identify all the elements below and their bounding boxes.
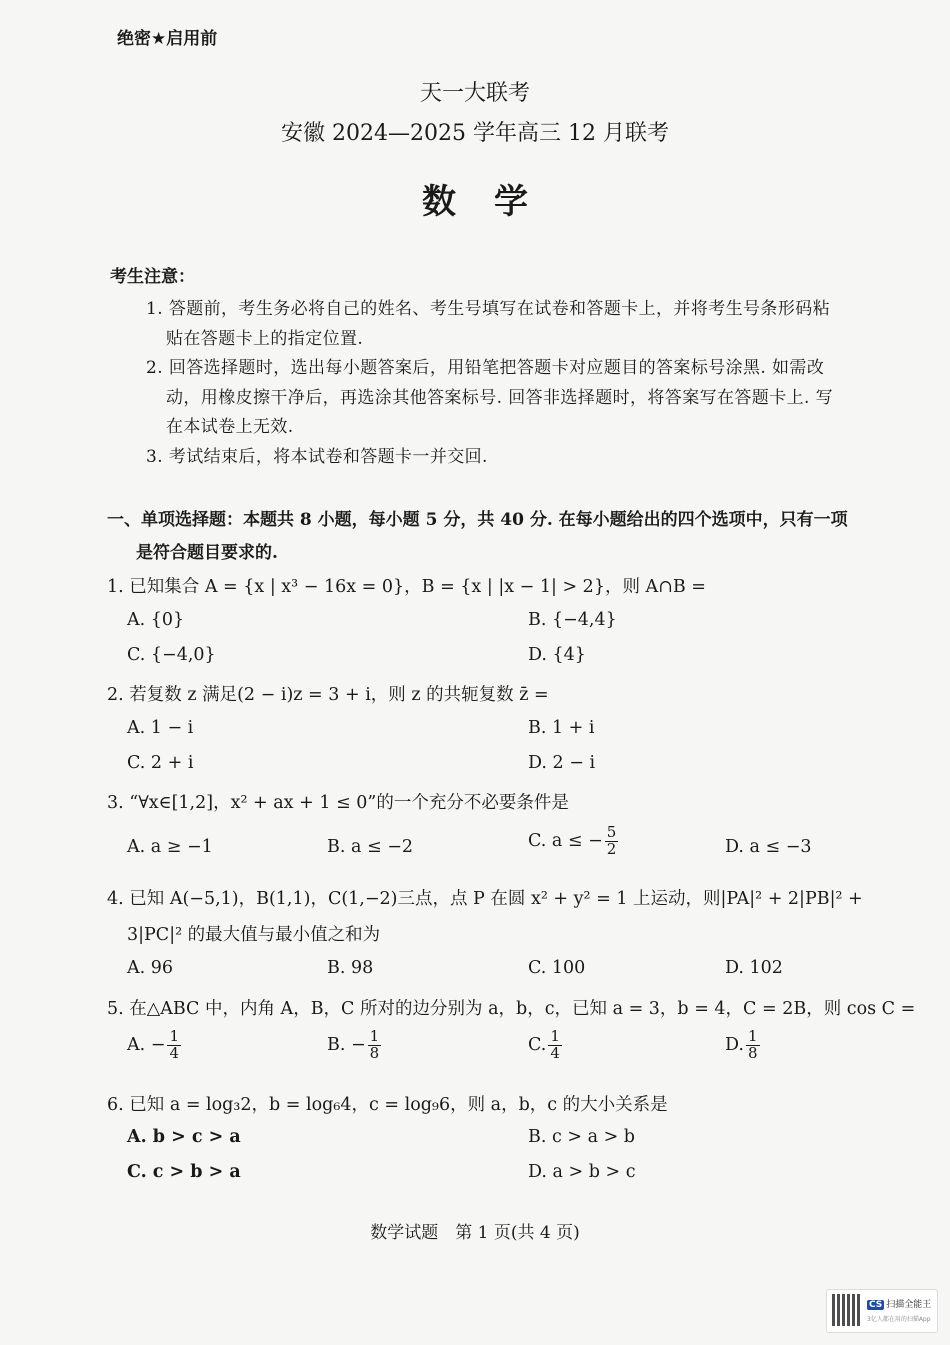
subject-title: 数学 [422, 182, 566, 222]
question-4-stem-line2: 3|PC|² 的最大值与最小值之和为 [127, 925, 381, 945]
q6-option-a: A. b > c > a [127, 1127, 241, 1147]
cs-logo-icon: CS [869, 1300, 883, 1310]
q4-option-d: D. 102 [725, 958, 783, 978]
fraction-numerator: 1 [550, 1027, 560, 1045]
q1-option-a: A. {0} [127, 610, 185, 630]
exam-subtitle: 安徽 2024—2025 学年高三 12 月联考 [281, 121, 669, 146]
q5-option-c [528, 1029, 562, 1062]
notice-line: 3. 考试结束后，将本试卷和答题卡一并交回. [146, 447, 488, 467]
fraction [548, 1029, 562, 1062]
q3-option-a: A. a ≥ −1 [127, 837, 213, 857]
fraction-numerator: 1 [169, 1027, 179, 1045]
q1-option-d: D. {4} [528, 645, 586, 665]
q5-option-a [127, 1029, 181, 1062]
scanner-brand-name: 扫描全能王 [886, 1300, 932, 1310]
fraction [167, 1029, 181, 1062]
fraction [605, 825, 619, 858]
q5-option-d [725, 1029, 760, 1062]
fraction [746, 1029, 760, 1062]
section-heading-cont: 是符合题目要求的. [136, 543, 278, 563]
q3-option-c-prefix: C. a ≤ − [528, 830, 603, 851]
fraction-denominator: 4 [550, 1043, 560, 1062]
question-1-stem: 1. 已知集合 A = {x | x³ − 16x = 0}，B = {x | |x − 1| > 2}，则 A∩B = [107, 577, 706, 597]
notice-line: 贴在答题卡上的指定位置. [166, 329, 364, 349]
q6-option-d: D. a > b > c [528, 1162, 636, 1182]
q5-option-b [327, 1029, 381, 1062]
scanner-brand [867, 1297, 931, 1310]
q6-option-b: B. c > a > b [528, 1127, 635, 1147]
q1-option-b: B. {−4,4} [528, 610, 617, 630]
fraction-denominator: 2 [606, 839, 617, 858]
q3-option-b: B. a ≤ −2 [327, 837, 414, 857]
fraction-numerator: 1 [747, 1027, 758, 1045]
q1-option-c: C. {−4,0} [127, 645, 216, 665]
q3-option-d: D. a ≤ −3 [725, 837, 812, 857]
question-5-stem: 5. 在△ABC 中，内角 A，B，C 所对的边分别为 a，b，c，已知 a = 3，b = 4，C = 2B，则 cos C = [107, 999, 916, 1019]
q5-option-b-prefix: B. − [327, 1034, 366, 1055]
q5-option-d-prefix: D. [725, 1034, 744, 1055]
fraction-denominator: 8 [369, 1043, 380, 1062]
page-footer: 数学试题 第 1 页(共 4 页) [370, 1223, 580, 1243]
fraction-numerator: 5 [606, 823, 617, 841]
section-heading: 一、单项选择题：本题共 8 小题，每小题 5 分，共 40 分. 在每小题给出的四个选项中，只有一项 [107, 510, 848, 530]
fraction-numerator: 1 [369, 1027, 380, 1045]
q4-option-b: B. 98 [327, 958, 374, 978]
notice-line: 在本试卷上无效. [166, 417, 294, 437]
exam-title: 天一大联考 [419, 81, 530, 106]
question-3-stem: 3. “∀x∈[1,2]，x² + ax + 1 ≤ 0”的一个充分不必要条件是 [107, 793, 569, 813]
q2-option-a: A. 1 − i [127, 718, 194, 738]
notice-line: 2. 回答选择题时，选出每小题答案后，用铅笔把答题卡对应题目的答案标号涂黑. 如需改 [146, 358, 825, 378]
notice-line: 1. 答题前，考生务必将自己的姓名、考生号填写在试卷和答题卡上，并将考生号条形码粘 [146, 299, 831, 319]
fraction [368, 1029, 382, 1062]
scanner-watermark [826, 1289, 938, 1333]
confidential-label: 绝密★启用前 [117, 29, 218, 49]
fraction-denominator: 4 [169, 1043, 179, 1062]
notice-line: 动，用橡皮擦干净后，再选涂其他答案标号. 回答非选择题时，将答案写在答题卡上. 写 [166, 388, 834, 408]
qr-code-icon [832, 1294, 862, 1326]
fraction-denominator: 8 [747, 1043, 758, 1062]
q6-option-c: C. c > b > a [127, 1162, 241, 1182]
q4-option-c: C. 100 [528, 958, 586, 978]
scanner-tagline: 3亿人都在用的扫描App [867, 1316, 931, 1323]
q2-option-c: C. 2 + i [127, 753, 194, 773]
q3-option-c [528, 825, 618, 858]
question-2-stem: 2. 若复数 z 满足(2 − i)z = 3 + i，则 z 的共轭复数 z̄ = [107, 685, 549, 705]
q2-option-d: D. 2 − i [528, 753, 596, 773]
q5-option-a-prefix: A. − [127, 1034, 166, 1055]
question-6-stem: 6. 已知 a = log₃2，b = log₆4，c = log₉6，则 a，b，c 的大小关系是 [107, 1095, 668, 1115]
q2-option-b: B. 1 + i [528, 718, 595, 738]
q4-option-a: A. 96 [127, 958, 174, 978]
notice-title: 考生注意： [110, 267, 195, 287]
q5-option-c-prefix: C. [528, 1034, 547, 1055]
question-4-stem-line1: 4. 已知 A(−5,1)，B(1,1)，C(1,−2)三点，点 P 在圆 x² + y² = 1 上运动，则|PA|² + 2|PB|² + [107, 889, 863, 909]
